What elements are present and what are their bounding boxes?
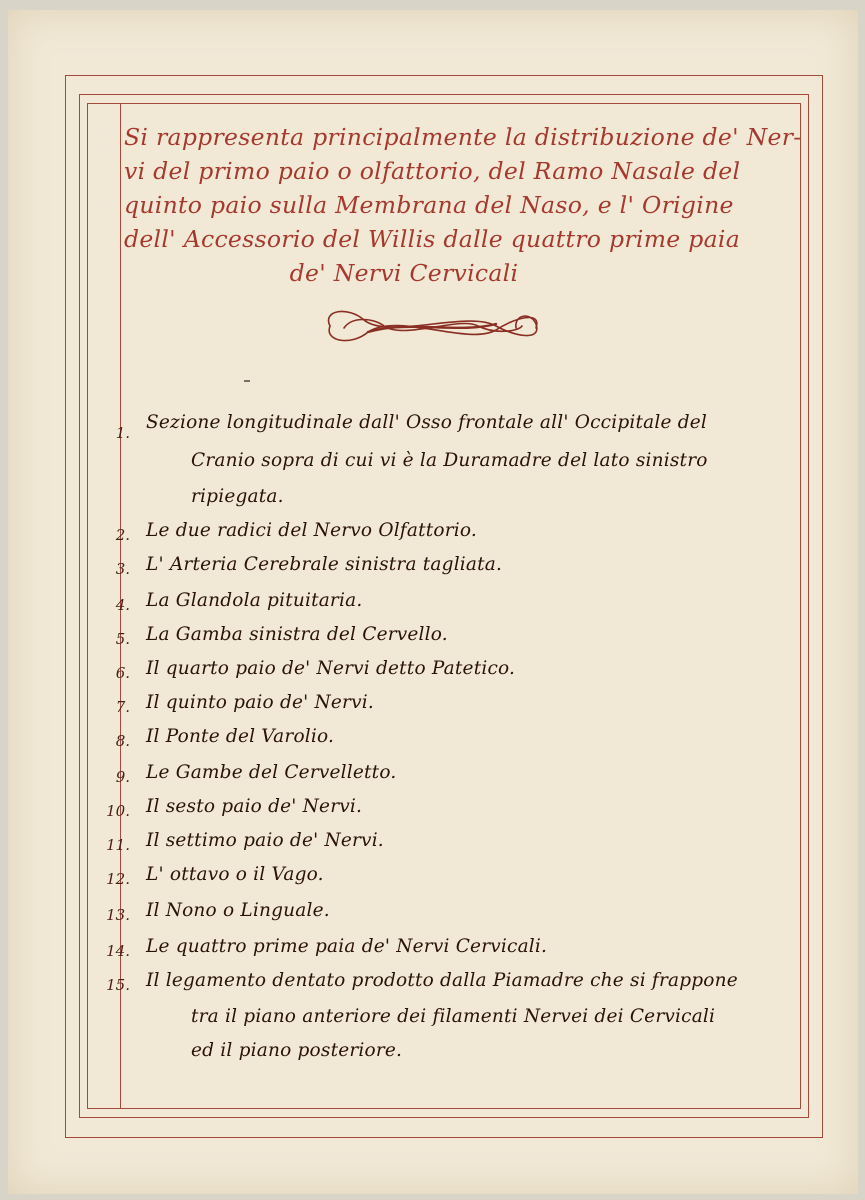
item-text: Il quarto paio de' Nervi detto Patetico. — [146, 658, 516, 679]
item-text: L' ottavo o il Vago. — [146, 864, 324, 885]
item-text: L' Arteria Cerebrale sinistra tagliata. — [146, 554, 503, 575]
heading-line: de' Nervi Cervicali — [289, 259, 519, 287]
heading-line: vi del primo paio o olfattorio, del Ramo Nasale del — [124, 157, 741, 185]
item-number: 11. — [106, 836, 130, 854]
calligraphic-flourish — [318, 302, 548, 352]
item-number: 1. — [115, 424, 130, 442]
item-text: ripiegata. — [191, 486, 284, 507]
item-number: 13. — [106, 906, 130, 924]
heading-line: quinto paio sulla Membrana del Naso, e l' Origine — [124, 191, 734, 219]
page-heading — [124, 120, 802, 290]
item-text: Il sesto paio de' Nervi. — [146, 796, 363, 817]
ink-mark — [244, 380, 250, 382]
item-number: 14. — [106, 942, 130, 960]
item-number: 10. — [106, 802, 130, 820]
heading-line: dell' Accessorio del Willis dalle quattro prime paia — [124, 225, 741, 253]
item-text: Sezione longitudinale dall' Osso frontale all' Occipitale del — [146, 412, 708, 433]
item-text: Le Gambe del Cervelletto. — [146, 762, 397, 783]
item-text: Le due radici del Nervo Olfattorio. — [146, 520, 477, 541]
item-number: 15. — [106, 976, 130, 994]
item-number: 8. — [115, 732, 130, 750]
item-number: 6. — [115, 664, 130, 682]
item-text: ed il piano posteriore. — [191, 1040, 403, 1061]
heading-line: Si rappresenta principalmente la distribuzione de' Ner- — [124, 123, 802, 151]
manuscript-page — [8, 10, 858, 1194]
item-number: 9. — [115, 768, 130, 786]
item-text: Il quinto paio de' Nervi. — [146, 692, 374, 713]
item-number: 7. — [115, 698, 130, 716]
item-text: Il legamento dentato prodotto dalla Piamadre che si frappone — [146, 970, 738, 991]
item-number: 3. — [115, 560, 130, 578]
item-text: Le quattro prime paia de' Nervi Cervicali. — [146, 936, 548, 957]
item-number: 5. — [115, 630, 130, 648]
item-text: Il Ponte del Varolio. — [146, 726, 335, 747]
item-number: 4. — [115, 596, 130, 614]
item-text: Il settimo paio de' Nervi. — [146, 830, 384, 851]
item-text: Cranio sopra di cui vi è la Duramadre del lato sinistro — [191, 450, 708, 471]
item-number: 2. — [115, 526, 130, 544]
item-text: tra il piano anteriore dei filamenti Nervei dei Cervicali — [191, 1006, 716, 1027]
item-text: La Gamba sinistra del Cervello. — [146, 624, 448, 645]
item-number: 12. — [106, 870, 130, 888]
item-text: Il Nono o Linguale. — [146, 900, 330, 921]
item-text: La Glandola pituitaria. — [146, 590, 363, 611]
